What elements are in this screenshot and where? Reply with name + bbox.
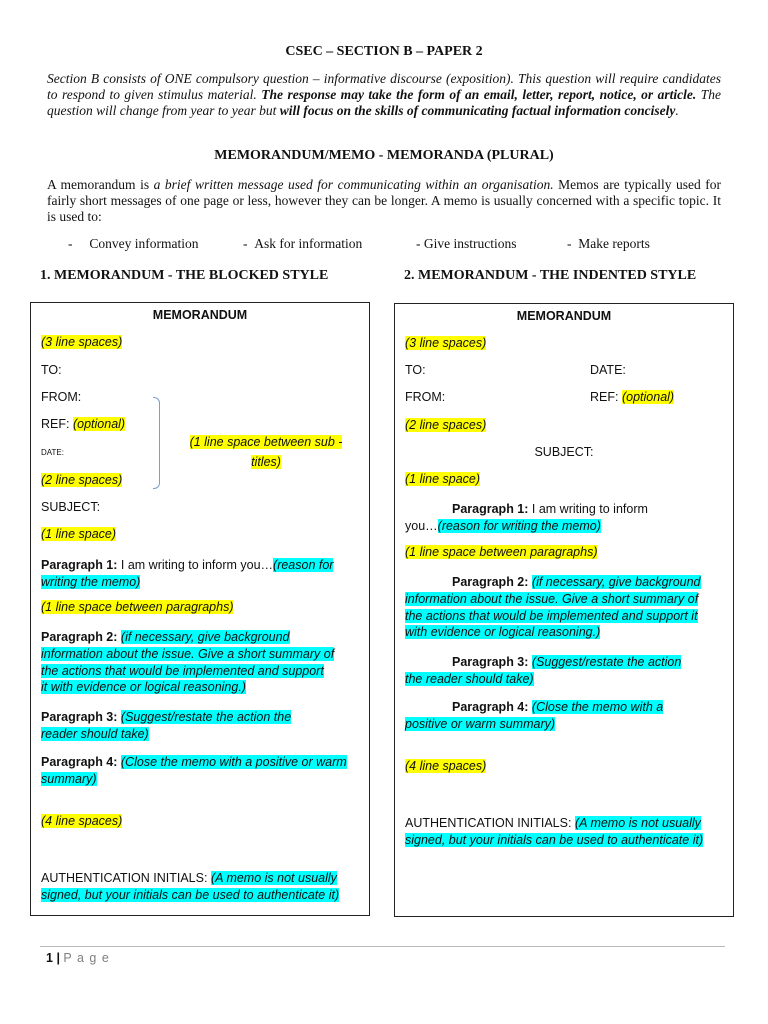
blocked-p2-l4: it with evidence or logical reasoning.) [41, 680, 246, 695]
indented-p1-label: Paragraph 1: [452, 502, 529, 516]
indented-ref-line [590, 389, 674, 406]
indented-3-line-spaces: (3 line spaces) [405, 336, 487, 350]
blocked-subject-label: SUBJECT: [41, 500, 101, 514]
blocked-memo-box [30, 302, 370, 916]
indented-paragraph-3 [405, 654, 725, 688]
indented-2-line-spaces: (2 line spaces) [405, 418, 487, 432]
indented-memo-title: MEMORANDUM [516, 309, 612, 323]
use-item-4: - Make reports [567, 236, 650, 251]
indented-auth-l2: signed, but your initials can be used to authenticate it) [405, 832, 704, 847]
blocked-ref-line [41, 416, 125, 433]
blocked-paragraph-1 [41, 557, 361, 591]
indented-p4-label: Paragraph 4: [452, 700, 529, 714]
intro-s2: The response may take the form of an email, letter, report, notice, or article. [261, 87, 697, 102]
blocked-paragraph-3 [41, 709, 361, 743]
indented-ref-optional: (optional) [621, 390, 675, 404]
indented-p4-l2: positive or warm summary) [405, 716, 556, 731]
def-a: A memorandum is [47, 177, 150, 192]
blocked-p1-hint-b: writing the memo) [41, 574, 141, 589]
blocked-paragraph-4 [41, 754, 361, 788]
intro-paragraph [47, 71, 721, 119]
blocked-to-label: TO: [41, 363, 62, 377]
indented-p2-l4: with evidence or logical reasoning.) [405, 625, 601, 640]
use-label-3: Give instructions [423, 236, 517, 251]
indented-4-line-spaces: (4 line spaces) [405, 759, 487, 773]
blocked-ref-optional: (optional) [72, 417, 126, 431]
blocked-auth-label: AUTHENTICATION INITIALS: [41, 871, 208, 885]
indented-p4-l1: (Close the memo with a [531, 700, 664, 714]
footer-page-number: 1 [46, 951, 53, 965]
indented-date-label: DATE: [590, 363, 626, 377]
indented-paragraph-1 [405, 501, 725, 535]
indented-auth-l1: (A memo is not usually [574, 816, 701, 830]
indented-p2-l2: information about the issue. Give a short summary of [405, 591, 699, 606]
footer-page-label: P a g e [63, 951, 110, 965]
intro-s3: The question will change from year to year but [47, 87, 722, 118]
indented-p2-l1: (if necessary, give background [531, 575, 701, 589]
blocked-date-label: DATE: [41, 448, 64, 457]
indented-1-line-space: (1 line space) [405, 472, 481, 486]
blocked-p1-label: Paragraph 1: [41, 558, 118, 572]
use-label-2: Ask for information [254, 236, 363, 251]
blocked-paragraph-2 [41, 629, 361, 696]
footer-separator: | [56, 951, 60, 965]
indented-auth-label: AUTHENTICATION INITIALS: [405, 816, 572, 830]
blocked-auth-l1: (A memo is not usually [210, 871, 337, 885]
blocked-p3-label: Paragraph 3: [41, 710, 118, 724]
blocked-ref-label: REF: [41, 417, 70, 431]
blocked-heading: 1. MEMORANDUM - THE BLOCKED STYLE [40, 268, 329, 283]
blocked-3-line-spaces: (3 line spaces) [41, 335, 123, 349]
blocked-brace-note [181, 432, 351, 472]
indented-memo-box [394, 303, 734, 917]
blocked-p4-label: Paragraph 4: [41, 755, 118, 769]
use-label-1: Convey information [89, 236, 199, 251]
indented-p1-hint: (reason for writing the memo) [437, 518, 601, 533]
brace-icon [153, 397, 160, 489]
indented-p3-label: Paragraph 3: [452, 655, 529, 669]
blocked-p3-l1: (Suggest/restate the action the [120, 710, 292, 724]
indented-from-label: FROM: [405, 390, 446, 404]
blocked-authentication [41, 870, 366, 904]
indented-heading: 2. MEMORANDUM - THE INDENTED STYLE [404, 268, 697, 283]
use-label-4: Make reports [578, 236, 650, 251]
indented-authentication [405, 815, 730, 849]
blocked-p4-l2: summary) [41, 771, 97, 786]
indented-p2-l3: the actions that would be implemented and support it [405, 608, 698, 623]
indented-p3-l1: (Suggest/restate the action [531, 655, 682, 669]
blocked-auth-l2: signed, but your initials can be used to authenticate it) [41, 887, 340, 902]
def-c: Memos are typically used for fairly short messages of one page or less, however they can be longer. A memo is usually concerned with a specific topic. It is used to: [47, 177, 722, 224]
indented-between-paragraphs: (1 line space between paragraphs) [405, 545, 598, 559]
indented-to-label: TO: [405, 363, 426, 377]
brace-note-line-2: titles) [251, 455, 281, 469]
indented-p1-text: I am writing to inform [528, 502, 648, 516]
page-title: CSEC – SECTION B – PAPER 2 [285, 44, 483, 59]
page-footer [46, 951, 110, 965]
blocked-4-line-spaces: (4 line spaces) [41, 814, 123, 828]
indented-ref-label: REF: [590, 390, 619, 404]
use-item-2: - Ask for information [243, 236, 363, 251]
brace-note-line-1: (1 line space between sub - [189, 435, 343, 449]
blocked-memo-title: MEMORANDUM [152, 308, 248, 322]
use-item-1: - Convey information [68, 236, 199, 251]
footer-divider [40, 946, 725, 947]
blocked-p2-l2: information about the issue. Give a short summary of [41, 646, 335, 661]
blocked-p4-l1: (Close the memo with a positive or warm [120, 755, 347, 769]
intro-s1: Section B consists of ONE compulsory question – informative discourse (exposition). This question will require candidates to respond to given stimulus material. [47, 71, 721, 102]
blocked-2-line-spaces: (2 line spaces) [41, 473, 123, 487]
blocked-p3-l2: reader should take) [41, 726, 149, 741]
indented-subject-label: SUBJECT: [534, 445, 594, 459]
blocked-between-paragraphs: (1 line space between paragraphs) [41, 600, 234, 614]
intro-s5: . [675, 103, 679, 118]
blocked-p1-text: I am writing to inform you… [117, 558, 274, 572]
blocked-1-line-space: (1 line space) [41, 527, 117, 541]
memo-section-title: MEMORANDUM/MEMO - MEMORANDA (PLURAL) [214, 148, 554, 163]
indented-paragraph-4 [405, 699, 725, 733]
intro-s4: will focus on the skills of communicating factual information concisely [279, 103, 676, 118]
blocked-p2-l1: (if necessary, give background [120, 630, 290, 644]
indented-p1-text2: you… [405, 518, 438, 533]
blocked-from-label: FROM: [41, 390, 82, 404]
use-item-3: - Give instructions [416, 236, 517, 251]
indented-paragraph-2 [405, 574, 725, 641]
blocked-p2-l3: the actions that would be implemented and support [41, 663, 324, 678]
blocked-p2-label: Paragraph 2: [41, 630, 118, 644]
memo-definition [47, 177, 721, 225]
def-b: a brief written message used for communicating within an organisation. [153, 177, 554, 192]
indented-p2-label: Paragraph 2: [452, 575, 529, 589]
blocked-p1-hint-a: (reason for [273, 558, 334, 572]
indented-p3-l2: the reader should take) [405, 671, 534, 686]
